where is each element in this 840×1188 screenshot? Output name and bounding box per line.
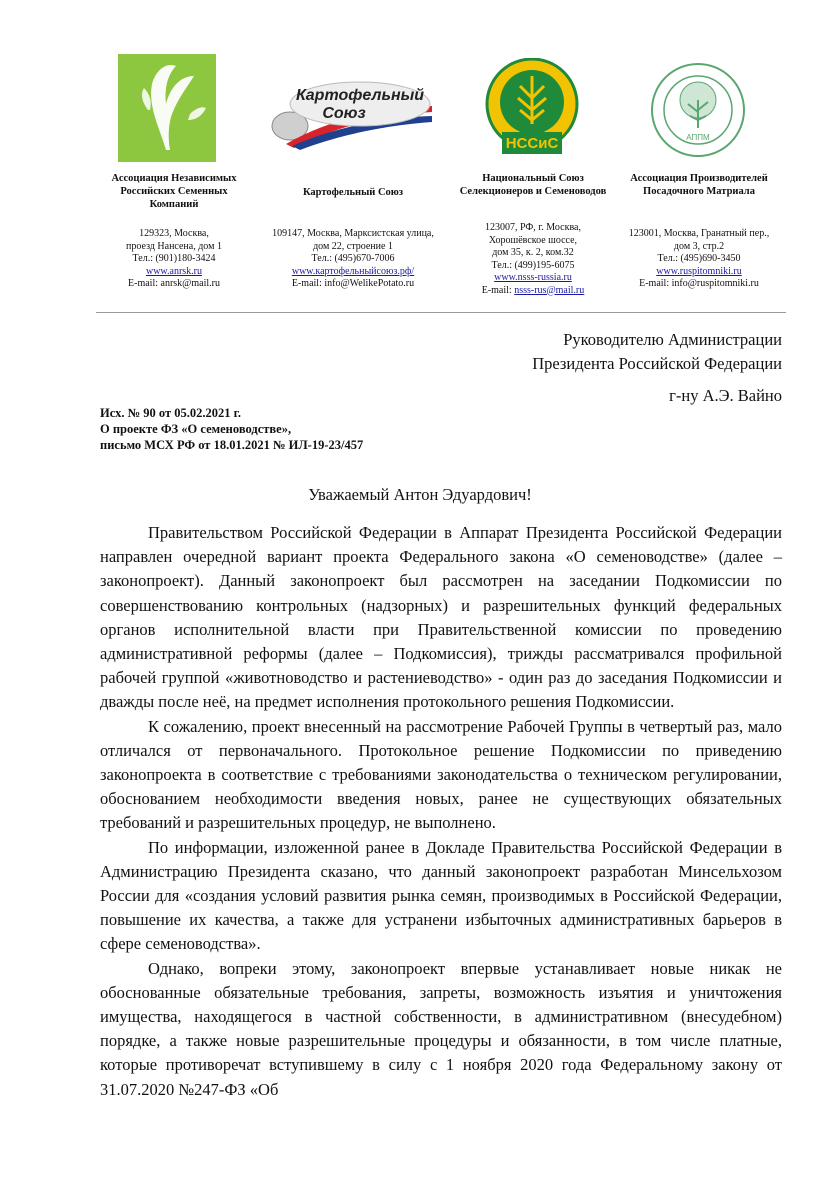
- email: E-mail: anrsk@mail.ru: [128, 278, 220, 289]
- body-paragraph: По информации, изложенной ранее в Докладе Правительства Российской Федерации в Администрацию Президента сказано, что данный законопроект разработан Минсельхозом России для «создания условий развития рынка семян, производимых в Российской Федерации, повышение их качества, а также для устранени избыточных административных барьеров в сфере семеноводства».: [100, 837, 782, 954]
- reference-line: письмо МСХ РФ от 18.01.2021 № ИЛ-19-23/457: [100, 438, 364, 452]
- phone: Тел.: (901)180-3424: [132, 253, 216, 264]
- org-name: Картофельный Союз: [302, 187, 404, 198]
- greeting: Уважаемый Антон Эдуардович!: [308, 485, 532, 504]
- logo-text: АППМ: [686, 133, 710, 142]
- body-paragraph: Правительством Российской Федерации в Аппарат Президента Российской Федерации направлен очередной вариант проекта Федерального закона «О семеноводстве» (далее – законопроект). Данный законопроект был рассмотрен на заседании Подкомиссии по совершенствованию контрольных (надзорных) и разрешительных функций федеральных органов исполнительной власти при Правительственной комиссии по проведению административной реформы (далее – Подкомиссия), трижды рассматривался профильной рабочей группой «животноводство и растениеводство» - один раз до заседания Подкомиссии и дважды после неё, на предмет исполнения протокольного решения Подкомиссии.: [100, 523, 782, 712]
- website-link[interactable]: www.картофельныйсоюз.рф/: [291, 265, 415, 277]
- email: E-mail: info@WelikePotato.ru: [291, 278, 415, 289]
- website-link[interactable]: www.anrsk.ru: [145, 265, 202, 277]
- body-paragraph: Однако, вопреки этому, законопроект впервые устанавливает новые никак не обоснованные обязательные требования, запреты, возможность изъятия и уничтожения имущества, находящегося в частной собственности, в административном (внесудебном) порядке, а также новые разрешительные процедуры и обязанности, в том числе платные, которые противоречат вступившему в силу с 1 ноября 2020 года Федеральному закону от 31.07.2020 №247-ФЗ «Об: [100, 958, 782, 1099]
- address-line: дом 3, стр.2: [673, 240, 725, 252]
- email: E-mail: info@ruspitomniki.ru: [639, 278, 759, 289]
- org-name: Национальный Союз Селекционеров и Семеноводов: [459, 173, 607, 197]
- org-potato-union: [256, 46, 450, 304]
- phone: Тел.: (495)690-3450: [657, 253, 741, 264]
- addressee-line: Президента Российской Федерации: [532, 354, 782, 373]
- org-contact: [612, 228, 786, 291]
- logo-text-1: Картофельный: [295, 87, 425, 104]
- address-line: 123001, Москва, Гранатный пер.,: [628, 228, 770, 239]
- appm-logo: [650, 62, 746, 158]
- org-contact: [458, 222, 608, 297]
- logo-text-2: Союз: [322, 105, 366, 122]
- website-link[interactable]: www.nsss-russia.ru: [494, 272, 572, 283]
- address-line: дом 35, к. 2, ком.32: [492, 247, 574, 258]
- phone: Тел.: (495)670-7006: [311, 253, 395, 264]
- logo-text: НССиС: [505, 135, 559, 152]
- address-line: Хорошёвское шоссе,: [488, 234, 578, 246]
- anrsk-logo: [118, 54, 216, 162]
- email-label: E-mail:: [481, 284, 515, 296]
- address-line: дом 22, строение 1: [313, 240, 393, 252]
- nsss-logo: [482, 58, 582, 160]
- header-divider: [96, 312, 786, 313]
- org-nsss: [458, 46, 608, 304]
- org-name: Ассоциация Независимых Российских Семенных Компаний: [111, 173, 237, 210]
- org-anrsk: [96, 46, 252, 304]
- reference-line: Исх. № 90 от 05.02.2021 г.: [100, 406, 242, 420]
- org-contact: [96, 228, 252, 291]
- addressee-block: [532, 328, 782, 376]
- potato-union-logo: [264, 78, 434, 150]
- address-line: проезд Нансена, дом 1: [126, 240, 222, 252]
- address-line: 129323, Москва,: [139, 228, 209, 239]
- reference-line: О проекте ФЗ «О семеноводстве»,: [100, 422, 292, 436]
- letter-body: [100, 521, 782, 1102]
- email-link[interactable]: nsss-rus@mail.ru: [514, 284, 585, 296]
- organizations-header: [96, 46, 786, 304]
- org-appm: [612, 46, 786, 304]
- phone: Тел.: (499)195-6075: [491, 259, 575, 271]
- body-paragraph: К сожалению, проект внесенный на рассмотрение Рабочей Группы в четвертый раз, мало отличался от первоначального. Протокольное решение Подкомиссии по приведению законопроекта в соответствие с требованиями законодательства о техническом регулировании, обоснованием необходимости введения новых, ранее не существующих обязательных требований и разрешительных процедур, не выполнено.: [100, 716, 782, 833]
- address-line: 109147, Москва, Марксистская улица,: [272, 228, 434, 239]
- addressee-name: г-ну А.Э. Вайно: [669, 386, 782, 405]
- website-link[interactable]: www.ruspitomniki.ru: [656, 265, 742, 277]
- address-line: 123007, РФ, г. Москва,: [485, 222, 581, 233]
- addressee-line: Руководителю Администрации: [563, 330, 782, 349]
- org-contact: [256, 228, 450, 291]
- org-name: Ассоциация Производителей Посадочного Матриала: [630, 173, 768, 197]
- reference-block: [100, 405, 363, 453]
